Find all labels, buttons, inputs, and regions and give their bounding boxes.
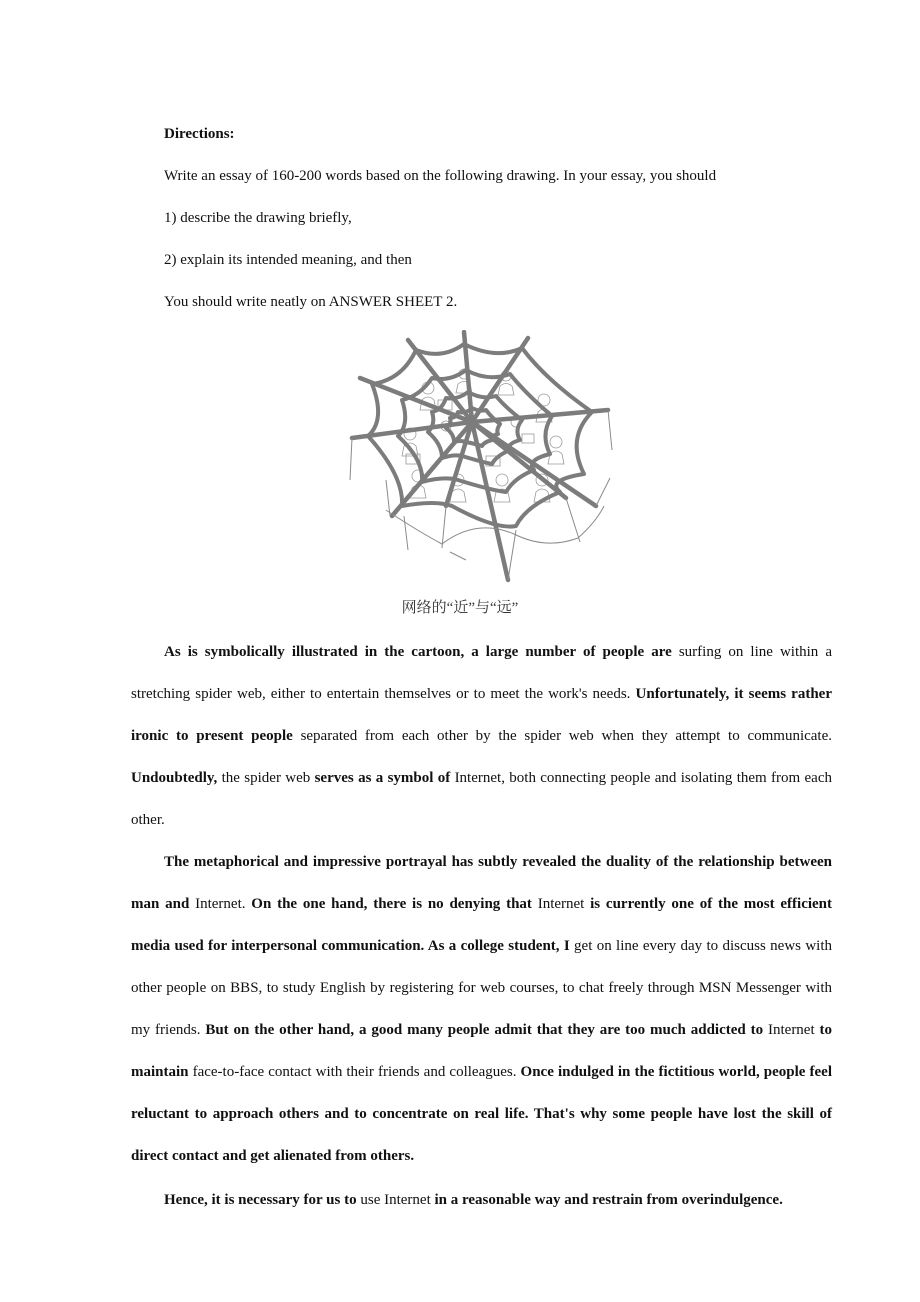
bold-phrase: in a reasonable way and restrain from overindulgence. <box>434 1192 783 1208</box>
web-outer-frame <box>350 410 612 580</box>
bold-phrase: As is symbolically illustrated in the cartoon, a large number of people are <box>164 644 672 660</box>
text-run: Internet, both connecting people and isolating them from each other. <box>131 770 832 828</box>
text-run: Internet. <box>189 896 252 912</box>
bold-phrase: is currently one of the most efficient media used for interpersonal communication. As a college student, I <box>131 896 833 954</box>
text-run: separated from each other by the spider web when they attempt to communicate. <box>292 728 832 744</box>
bold-phrase: serves as a symbol of <box>314 770 451 786</box>
web-spiral-threads <box>368 344 592 527</box>
bold-phrase: On the one hand, there is no denying that <box>251 896 532 912</box>
directions-line-4: You should write neatly on ANSWER SHEET 2. <box>164 294 458 310</box>
text-run: the spider web <box>217 770 315 786</box>
directions-line-3: 2) explain its intended meaning, and then <box>164 252 412 268</box>
text-run: Internet <box>763 1022 820 1038</box>
text-run: surfing on line within a stretching spider web, either to entertain themselves or to meet the work's needs. <box>131 644 833 702</box>
bold-phrase: Hence, it is necessary for us to <box>164 1192 357 1208</box>
text-run: get on line every day to discuss news with other people on BBS, to study English by registering for web courses, to chat freely through MSN Messenger with my friends. <box>131 938 832 1038</box>
directions-line-1: Write an essay of 160-200 words based on the following drawing. In your essay, you should <box>164 168 717 184</box>
directions-line-2: 1) describe the drawing briefly, <box>164 210 352 226</box>
bold-phrase: Undoubtedly, <box>131 770 218 786</box>
bold-phrase: to maintain <box>131 1022 833 1080</box>
bold-phrase: Once indulged in the fictitious world, people feel reluctant to approach others and to concentrate on real life. That's why some people have lost the skill of direct contact and get alienated from others. <box>131 1064 832 1164</box>
directions-heading: Directions: <box>164 126 235 142</box>
figure-caption: 网络的“近”与“远” <box>401 600 519 616</box>
text-run: Internet <box>531 896 591 912</box>
essay-paragraph-3 <box>131 1179 832 1221</box>
text-run: use Internet <box>356 1192 435 1208</box>
web-radial-threads <box>352 332 608 580</box>
bold-phrase: Unfortunately, it seems rather ironic to present people <box>131 686 832 744</box>
bold-phrase: The metaphorical and impressive portrayal has subtly revealed the duality of the relationship between man and <box>131 854 832 912</box>
essay-paragraph-1 <box>131 631 832 841</box>
essay-paragraph-2 <box>131 841 832 1177</box>
text-run: face-to-face contact with their friends and colleagues. <box>188 1064 521 1080</box>
spider-web-cartoon <box>346 330 614 586</box>
bold-phrase: But on the other hand, a good many people admit that they are too much addicted to <box>205 1022 764 1038</box>
